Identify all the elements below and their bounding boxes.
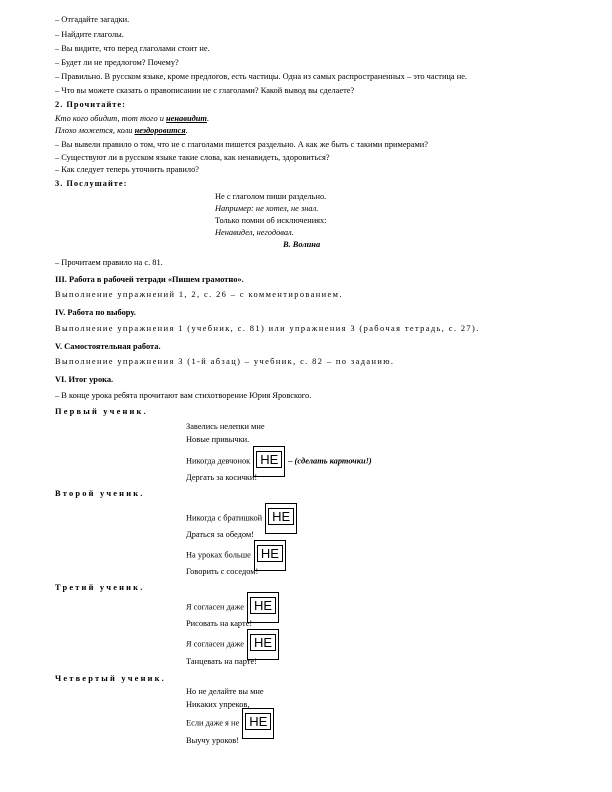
poem-line: Говорить с соседом! [186,567,259,576]
poem-line-text: Никогда девчонок [186,456,251,466]
question-line: – Найдите глаголы. [55,30,124,39]
proverb-1-end: . [206,114,210,123]
poem-line: Танцевать на парте! [186,657,257,666]
poem-line: Выучу уроков! [186,736,240,745]
part-3-text: Выполнение упражнений 1, 2, с. 26 – с комментированием. [55,290,343,299]
poem-line: Завелись нелепки мне [186,422,265,431]
poem-line: Не с глаголом пиши раздельно. [215,192,327,201]
question-line: – Правильно. В русском языке, кроме предлогов, есть частицы. Одна из самых распространенных – это частица не. [55,72,468,81]
section-3-heading: 3. Послушайте: [55,179,128,188]
ne-card-label: НЕ [250,597,276,614]
rule-line: – Прочитаем правило на с. 81. [55,258,163,267]
part-3-heading: III. Работа в рабочей тетради «Пишем грамотно». [55,275,244,284]
poem-line-text: Я согласен даже [186,639,244,649]
student-1-label: Первый ученик. [55,407,148,416]
student-4-label: Четвертый ученик. [55,674,166,683]
ne-card [253,446,285,477]
proverb-2 [55,125,188,136]
poem-line: Только помни об исключениях: [215,216,327,225]
section-2-heading: 2. Прочитайте: [55,100,126,109]
question-line: – Что вы можете сказать о правописании не с глаголами? Какой вывод вы сделаете? [55,86,355,95]
stage-note: – (сделать карточки!) [288,456,372,466]
poem-line: Никаких упреков, [186,700,250,709]
part-6-heading: VI. Итог урока. [55,375,114,384]
ne-card [254,540,286,571]
question-line: – Существуют ли в русском языке такие слова, как ненавидеть, здоровиться? [55,153,330,162]
poem-line-text: Если даже я не [186,718,240,728]
part-5-text: Выполнение упражнения 3 (1-й абзац) – учебник, с. 82 – по заданию. [55,357,395,366]
ne-card-label: НЕ [250,634,276,651]
poem-line: Рисовать на карте! [186,619,253,628]
poem-line: Например: не хотел, не знал. [215,204,319,213]
question-line: – Вы видите, что перед глаголами стоит не. [55,44,210,53]
question-line: – Будет ли не предлогом? Почему? [55,58,179,67]
poem-line: Новые привычки. [186,435,250,444]
poem-line-text: Я согласен даже [186,602,244,612]
proverb-1-highlight: ненавидит [166,114,207,123]
student-2-label: Второй ученик. [55,489,145,498]
poem-line: Но не делайте вы мне [186,687,264,696]
proverb-2-end: . [185,126,188,135]
part-4-heading: IV. Работа по выбору. [55,308,136,317]
ne-card-label: НЕ [257,545,283,562]
ne-card-label: НЕ [245,713,271,730]
question-line: – Отгадайте загадки. [55,15,130,24]
question-line: – Как следует теперь уточнить правило? [55,165,199,174]
poem-line-text: На уроках больше [186,550,251,560]
proverb-2-highlight: нездоровится [134,126,186,135]
part-4-text: Выполнение упражнения 1 (учебник, с. 81) или упражнения 3 (рабочая тетрадь, с. 27). [55,324,480,333]
poem-line-text: Никогда с братишкой [186,513,263,523]
proverb-2-text: Плохо можется, коли [55,126,135,135]
ne-card [265,503,297,534]
proverb-1 [55,113,209,124]
ne-card-label: НЕ [256,451,282,468]
ne-card [242,708,274,739]
ne-card-label: НЕ [268,508,294,525]
proverb-1-text: Кто кого обидит, тот того и [55,114,167,123]
poem-line: Ненавидел, негодовал. [215,228,294,237]
poem-line: Драться за обедом! [186,530,254,539]
poem-line: Дергать за косички! [186,473,258,482]
question-line: – Вы вывели правило о том, что не с глаголами пишется раздельно. А как же быть с такими примерами? [55,140,428,149]
part-6-text: – В конце урока ребята прочитают вам стихотворение Юрия Яровского. [55,391,312,400]
poem-author: В. Волина [283,240,321,249]
student-3-label: Третий ученик. [55,583,145,592]
part-5-heading: V. Самостоятельная работа. [55,342,161,351]
